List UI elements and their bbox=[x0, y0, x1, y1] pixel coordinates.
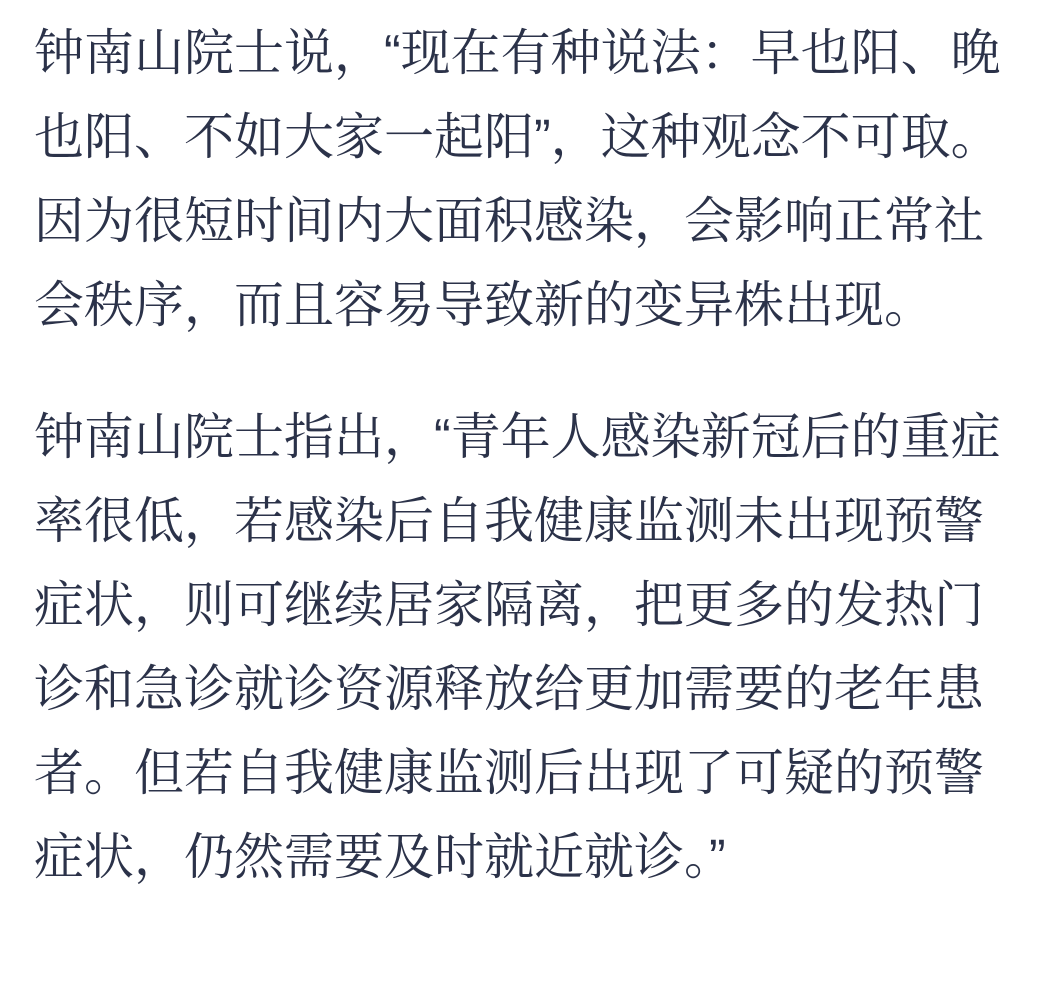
paragraph-2: 钟南山院士指出，“青年人感染新冠后的重症率很低，若感染后自我健康监测未出现预警症状，则可继续居家隔离，把更多的发热门诊和急诊就诊资源释放给更加需要的老年患者。但若自我健康监测后出现了可疑的预警症状，仍然需要及时就近就诊。” bbox=[34, 409, 1001, 885]
paragraph-1: 钟南山院士说，“现在有种说法：早也阳、晚也阳、不如大家一起阳”，这种观念不可取。因为很短时间内大面积感染，会影响正常社会秩序，而且容易导致新的变异株出现。 bbox=[34, 25, 1001, 333]
